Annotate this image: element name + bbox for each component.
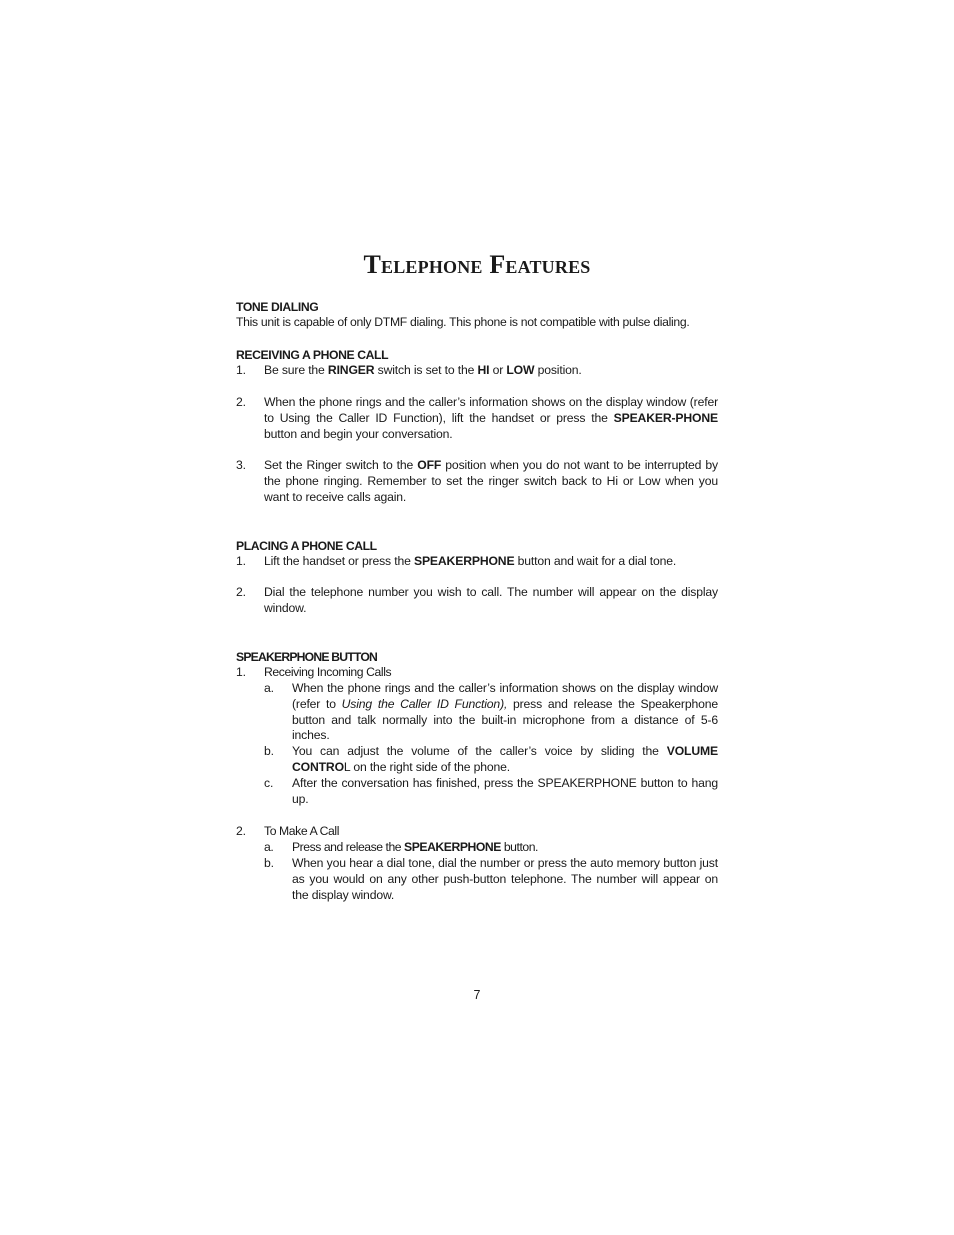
sub-text: Press and release the SPEAKERPHONE button. — [292, 840, 538, 854]
item-text: Set the Ringer switch to the OFF position when you do not want to be interrupted by the phone ringing. Remember to set the ringer switch back to Hi or Low when you want to receive calls again. — [264, 458, 718, 504]
section-heading-placing: PLACING A PHONE CALL — [236, 539, 377, 553]
sub-letter: a. — [264, 840, 274, 854]
sub-text: When the phone rings and the caller’s information shows on the display window (refer to Using the Caller ID Function), press and release the Speakerphone button and talk normally into the built-in microphone from a distance of 5-6 inches. — [292, 681, 718, 743]
sub-letter: b. — [264, 744, 274, 758]
sub-text: After the conversation has finished, press the SPEAKERPHONE button to hang up. — [292, 776, 718, 806]
page-title: Telephone Features — [363, 250, 591, 279]
sub-letter: a. — [264, 681, 274, 695]
item-text: When the phone rings and the caller’s information shows on the display window (refer to Using the Caller ID Function), lift the handset or press the SPEAKER-PHONE button and begin your conversation. — [264, 395, 718, 441]
sub-letter: b. — [264, 856, 274, 870]
item-number: 1. — [236, 665, 246, 679]
item-number: 2. — [236, 585, 246, 599]
item-number: 2. — [236, 824, 246, 838]
item-text: Be sure the RINGER switch is set to the HI or LOW position. — [264, 363, 582, 377]
item-number: 1. — [236, 363, 246, 377]
item-label: Receiving Incoming Calls — [264, 665, 392, 679]
item-label: To Make A Call — [264, 824, 340, 838]
section-heading-speakerphone: SPEAKERPHONE BUTTON — [236, 650, 377, 664]
item-number: 2. — [236, 395, 246, 409]
sub-text: You can adjust the volume of the caller’s voice by sliding the VOLUME CONTROL on the right side of the phone. — [292, 744, 718, 774]
sub-letter: c. — [264, 776, 274, 790]
section-heading-receiving: RECEIVING A PHONE CALL — [236, 348, 389, 362]
item-number: 1. — [236, 554, 246, 568]
page-number: 7 — [473, 988, 481, 1002]
item-text: Lift the handset or press the SPEAKERPHONE button and wait for a dial tone. — [264, 554, 677, 568]
item-number: 3. — [236, 458, 246, 472]
sub-text: When you hear a dial tone, dial the number or press the auto memory button just as you would on any other push-button telephone. The number will appear on the display window. — [292, 856, 718, 902]
section-heading-tone-dialing: TONE DIALING — [236, 300, 319, 314]
tone-dialing-text: This unit is capable of only DTMF dialing. This phone is not compatible with pulse dialing. — [236, 315, 690, 329]
item-text: Dial the telephone number you wish to call. The number will appear on the display window. — [264, 585, 718, 615]
